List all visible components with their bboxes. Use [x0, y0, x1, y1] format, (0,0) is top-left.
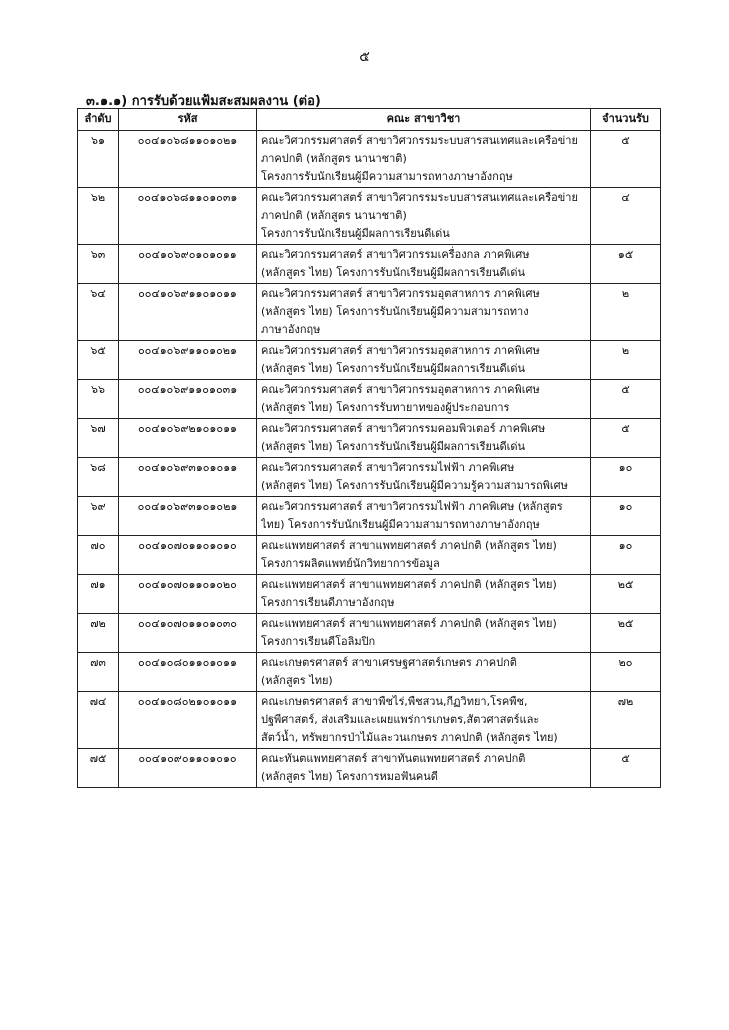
program-description: [257, 380, 591, 419]
program-description: [257, 653, 591, 692]
table-row: [78, 614, 661, 653]
program-description-line: (หลักสูตร ไทย) โครงการรับนักเรียนผู้มีผลการเรียนดีเด่น: [261, 266, 526, 279]
program-description-line: (หลักสูตร ไทย) โครงการรับนักเรียนผู้มีความรู้ความสามารถพิเศษ: [261, 479, 568, 492]
admission-count: ๕: [591, 131, 661, 188]
program-description-line: คณะแพทยศาสตร์ สาขาแพทยศาสตร์ ภาคปกติ (หลักสูตร ไทย): [261, 617, 557, 630]
program-description: [257, 692, 591, 749]
program-description-line: (หลักสูตร ไทย) โครงการหมอฟันคนดี: [261, 770, 438, 783]
program-description-line: โครงการเรียนดีโอลิมปิก: [261, 635, 376, 648]
program-description-line: (หลักสูตร ไทย): [261, 674, 333, 687]
row-number: ๗๒: [78, 614, 119, 653]
admission-count: ๒๕: [591, 575, 661, 614]
program-description-line: ปฐพีศาสตร์, ส่งเสริมและเผยแพร่การเกษตร,สัตวศาสตร์และ: [261, 713, 540, 726]
program-code: ๐๐๔๑๐๖๙๑๑๐๑๐๒๑: [119, 341, 257, 380]
program-description-line: โครงการรับนักเรียนผู้มีความสามารถทางภาษาอังกฤษ: [261, 170, 513, 183]
table-row: [78, 419, 661, 458]
row-number: ๖๔: [78, 284, 119, 341]
program-description-line: โครงการเรียนดีภาษาอังกฤษ: [261, 596, 395, 609]
table-row: [78, 653, 661, 692]
table-row: [78, 692, 661, 749]
table-row: [78, 497, 661, 536]
program-description-line: คณะแพทยศาสตร์ สาขาแพทยศาสตร์ ภาคปกติ (หลักสูตร ไทย): [261, 578, 557, 591]
program-description-line: คณะเกษตรศาสตร์ สาขาพืชไร่,พืชสวน,กีฏวิทยา,โรคพืช,: [261, 695, 528, 708]
program-description: [257, 245, 591, 284]
program-code: ๐๐๔๑๐๘๐๒๑๐๑๐๑๑: [119, 692, 257, 749]
program-description-line: คณะแพทยศาสตร์ สาขาแพทยศาสตร์ ภาคปกติ (หลักสูตร ไทย): [261, 539, 557, 552]
row-number: ๗๓: [78, 653, 119, 692]
program-description-line: ภาคปกติ (หลักสูตร นานาชาติ): [261, 152, 407, 165]
program-code: ๐๐๔๑๐๖๙๒๑๐๑๐๑๑: [119, 419, 257, 458]
program-description-line: สัตว์น้ำ, ทรัพยากรป่าไม้และวนเกษตร ภาคปกติ (หลักสูตร ไทย): [261, 731, 558, 744]
table-row: [78, 575, 661, 614]
program-description-line: (หลักสูตร ไทย) โครงการรับนักเรียนผู้มีผลการเรียนดีเด่น: [261, 440, 526, 453]
admission-count: ๒๐: [591, 653, 661, 692]
row-number: ๖๙: [78, 497, 119, 536]
row-number: ๖๖: [78, 380, 119, 419]
program-description: [257, 749, 591, 788]
program-description-line: ไทย) โครงการรับนักเรียนผู้มีความสามารถทางภาษาอังกฤษ: [261, 518, 540, 531]
program-description: [257, 575, 591, 614]
header-count: จำนวนรับ: [591, 109, 661, 131]
program-code: ๐๐๔๑๐๗๐๑๑๐๑๐๓๐: [119, 614, 257, 653]
program-description: [257, 341, 591, 380]
table-row: [78, 536, 661, 575]
program-code: ๐๐๔๑๐๙๐๑๑๐๑๐๑๐: [119, 749, 257, 788]
program-code: ๐๐๔๑๐๖๙๑๑๐๑๐๑๑: [119, 284, 257, 341]
admission-count: ๒: [591, 284, 661, 341]
program-code: ๐๐๔๑๐๖๙๐๑๐๑๐๑๑: [119, 245, 257, 284]
admissions-table: [77, 108, 661, 788]
program-code: ๐๐๔๑๐๗๐๑๑๐๑๐๒๐: [119, 575, 257, 614]
admission-count: ๕: [591, 749, 661, 788]
table-header-row: [78, 109, 661, 131]
program-description: [257, 536, 591, 575]
program-description-line: คณะวิศวกรรมศาสตร์ สาขาวิศวกรรมคอมพิวเตอร์ ภาคพิเศษ: [261, 422, 546, 435]
table-row: [78, 749, 661, 788]
row-number: ๗๐: [78, 536, 119, 575]
admission-count: ๕: [591, 419, 661, 458]
table-row: [78, 458, 661, 497]
table-row: [78, 341, 661, 380]
table-row: [78, 188, 661, 245]
table-row: [78, 380, 661, 419]
program-description: [257, 497, 591, 536]
table-row: [78, 131, 661, 188]
admission-count: ๒๕: [591, 614, 661, 653]
admission-count: ๔: [591, 188, 661, 245]
table-row: [78, 284, 661, 341]
program-description-line: คณะวิศวกรรมศาสตร์ สาขาวิศวกรรมระบบสารสนเทศและเครือข่าย: [261, 134, 578, 147]
program-code: ๐๐๔๑๐๖๙๓๑๐๑๐๑๑: [119, 458, 257, 497]
row-number: ๖๒: [78, 188, 119, 245]
program-description-line: คณะเกษตรศาสตร์ สาขาเศรษฐศาสตร์เกษตร ภาคปกติ: [261, 656, 517, 669]
program-code: ๐๐๔๑๐๖๙๑๑๐๑๐๓๑: [119, 380, 257, 419]
header-program: คณะ สาขาวิชา: [257, 109, 591, 131]
program-description-line: โครงการรับนักเรียนผู้มีผลการเรียนดีเด่น: [261, 227, 450, 240]
program-description: [257, 131, 591, 188]
program-description-line: ภาษาอังกฤษ: [261, 323, 321, 336]
row-number: ๖๕: [78, 341, 119, 380]
program-description-line: คณะทันตแพทยศาสตร์ สาขาทันตแพทยศาสตร์ ภาคปกติ: [261, 752, 526, 765]
admission-count: ๑๕: [591, 245, 661, 284]
program-description-line: คณะวิศวกรรมศาสตร์ สาขาวิศวกรรมอุตสาหการ ภาคพิเศษ: [261, 383, 540, 396]
admission-count: ๒: [591, 341, 661, 380]
header-no: ลำดับ: [78, 109, 119, 131]
table-row: [78, 245, 661, 284]
row-number: ๗๕: [78, 749, 119, 788]
program-description-line: ภาคปกติ (หลักสูตร นานาชาติ): [261, 209, 407, 222]
admission-count: ๕: [591, 380, 661, 419]
program-description-line: คณะวิศวกรรมศาสตร์ สาขาวิศวกรรมเครื่องกล ภาคพิเศษ: [261, 248, 530, 261]
program-description: [257, 614, 591, 653]
program-description-line: คณะวิศวกรรมศาสตร์ สาขาวิศวกรรมอุตสาหการ ภาคพิเศษ: [261, 287, 540, 300]
program-description-line: คณะวิศวกรรมศาสตร์ สาขาวิศวกรรมอุตสาหการ ภาคพิเศษ: [261, 344, 540, 357]
program-description-line: คณะวิศวกรรมศาสตร์ สาขาวิศวกรรมไฟฟ้า ภาคพิเศษ (หลักสูตร: [261, 500, 563, 513]
program-description-line: (หลักสูตร ไทย) โครงการรับนักเรียนผู้มีความสามารถทาง: [261, 305, 529, 318]
row-number: ๖๗: [78, 419, 119, 458]
row-number: ๖๑: [78, 131, 119, 188]
admission-count: ๑๐: [591, 458, 661, 497]
row-number: ๖๓: [78, 245, 119, 284]
program-description-line: คณะวิศวกรรมศาสตร์ สาขาวิศวกรรมระบบสารสนเทศและเครือข่าย: [261, 191, 578, 204]
program-description: [257, 458, 591, 497]
program-description: [257, 284, 591, 341]
program-description-line: โครงการผลิตแพทย์นักวิทยาการข้อมูล: [261, 557, 440, 570]
program-description: [257, 188, 591, 245]
row-number: ๗๑: [78, 575, 119, 614]
page-number: ๕: [359, 49, 370, 65]
section-heading: ๓.๑.๑) การรับด้วยแฟ้มสะสมผลงาน (ต่อ): [86, 94, 321, 109]
program-description-line: (หลักสูตร ไทย) โครงการรับทายาทของผู้ประกอบการ: [261, 401, 510, 414]
table-body: [78, 131, 661, 788]
program-description-line: คณะวิศวกรรมศาสตร์ สาขาวิศวกรรมไฟฟ้า ภาคพิเศษ: [261, 461, 515, 474]
program-code: ๐๐๔๑๐๗๐๑๑๐๑๐๑๐: [119, 536, 257, 575]
header-code: รหัส: [119, 109, 257, 131]
admission-count: ๗๒: [591, 692, 661, 749]
program-description: [257, 419, 591, 458]
row-number: ๖๘: [78, 458, 119, 497]
admission-count: ๑๐: [591, 536, 661, 575]
row-number: ๗๔: [78, 692, 119, 749]
program-code: ๐๐๔๑๐๖๘๑๑๐๑๐๒๑: [119, 131, 257, 188]
program-code: ๐๐๔๑๐๖๙๓๑๐๑๐๒๑: [119, 497, 257, 536]
program-code: ๐๐๔๑๐๖๘๑๑๐๑๐๓๑: [119, 188, 257, 245]
admission-count: ๑๐: [591, 497, 661, 536]
program-description-line: (หลักสูตร ไทย) โครงการรับนักเรียนผู้มีผลการเรียนดีเด่น: [261, 362, 526, 375]
program-code: ๐๐๔๑๐๘๐๑๑๐๑๐๑๑: [119, 653, 257, 692]
